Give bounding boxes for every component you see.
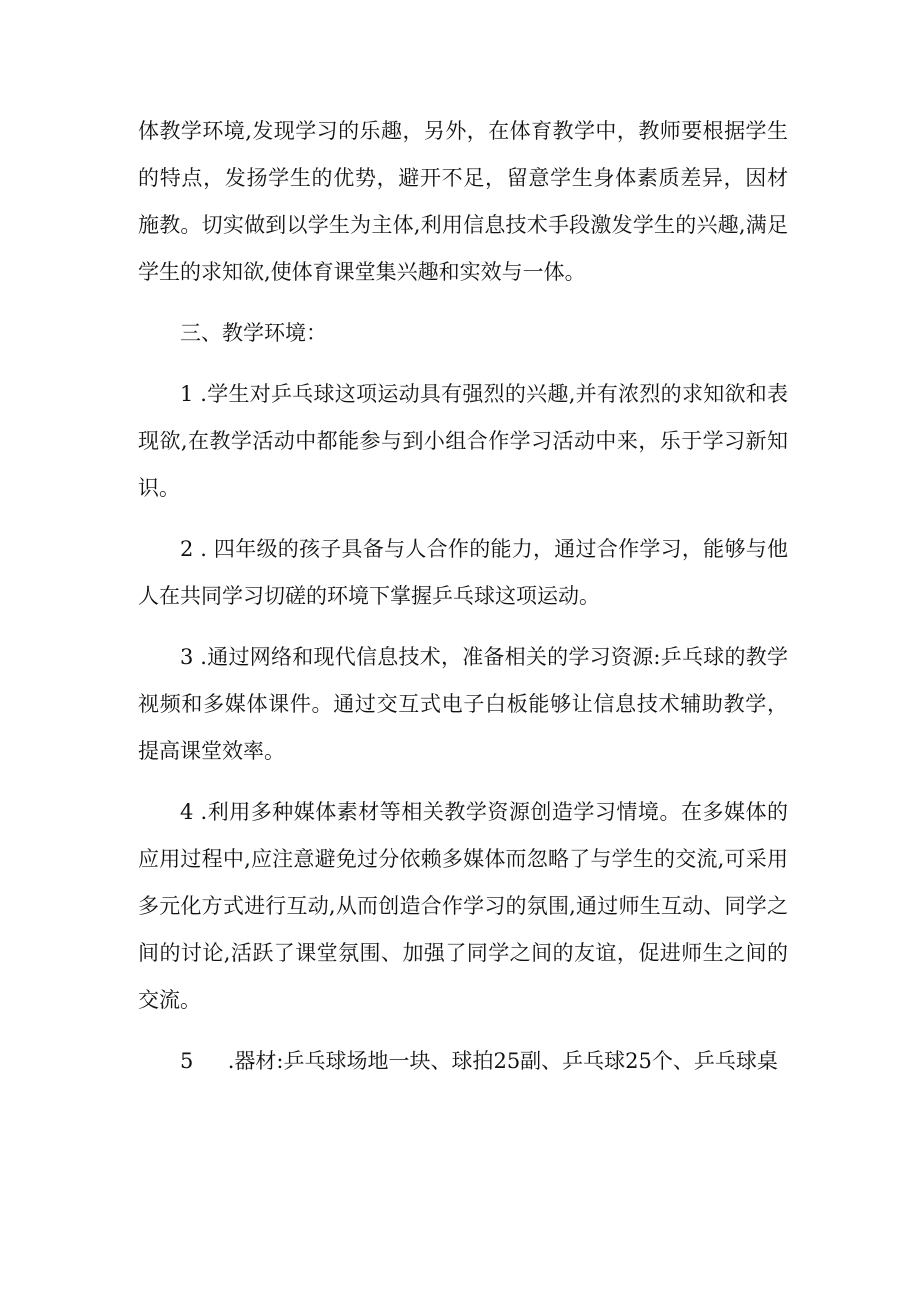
document-body <box>138 108 788 1099</box>
section-heading-teaching-environment: 三、教学环境： <box>180 321 327 345</box>
list-item-5: 5 .器材:乒乓球场地一块、球拍25副、乒乓球25个、乒乓球桌 <box>180 1049 778 1073</box>
list-item-1: 1 .学生对乒乓球这项运动具有强烈的兴趣,并有浓烈的求知欲和表现欲,在教学活动中都能参与到小组合作学习活动中来，乐于学习新知识。 <box>138 382 788 500</box>
list-item-2: 2 . 四年级的孩子具备与人合作的能力，通过合作学习，能够与他人在共同学习切磋的环境下掌握乒乓球这项运动。 <box>138 537 788 608</box>
paragraph-continuation: 体教学环境,发现学习的乐趣，另外，在体育教学中，教师要根据学生的特点，发扬学生的优势，避开不足，留意学生身体素质差异，因材施教。切实做到以学生为主体,利用信息技术手段激发学生的兴趣,满足学生的求知欲,使体育课堂集兴趣和实效与一体。 <box>138 119 788 284</box>
list-item-3: 3 .通过网络和现代信息技术，准备相关的学习资源:乒乓球的教学视频和多媒体课件。通过交互式电子白板能够让信息技术辅助教学，提高课堂效率。 <box>138 645 788 763</box>
list-item-4: 4 .利用多种媒体素材等相关教学资源创造学习情境。在多媒体的应用过程中,应注意避免过分依赖多媒体而忽略了与学生的交流,可采用多元化方式进行互动,从而创造合作学习的氛围,通过师生互动、同学之间的讨论,活跃了课堂氛围、加强了同学之间的友谊，促进师生之间的交流。 <box>138 800 788 1012</box>
